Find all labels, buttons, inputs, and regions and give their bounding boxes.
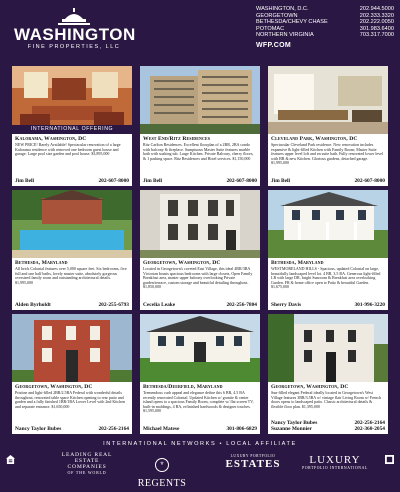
brand-subtitle: FINE PROPERTIES, LLC [27, 44, 121, 50]
listing-description: NEW PRICE! Rarely Available! Spectacular renovation of a large Kalorama residence with removed one bedroom guest house and garage. Large pool size garden and pool house. $3,895,000 [15, 142, 121, 157]
affiliate-name: ESTATES [225, 458, 281, 470]
agent-phone[interactable]: 301-996-3220 [354, 301, 385, 308]
office-directory [256, 6, 394, 50]
listing-title: Bethesda, Maryland [271, 260, 324, 266]
agent-phone[interactable]: 202-607-8000 [226, 177, 257, 184]
agent-name: Jim Bell [143, 177, 163, 184]
listing-agent [143, 178, 257, 184]
listing-photo[interactable] [268, 314, 388, 382]
agent-phone[interactable]: 202-256-2164 [98, 425, 129, 432]
agent-phone[interactable]: 202-607-8000 [98, 177, 129, 184]
agent-name: Cecelia Leake [143, 301, 176, 308]
regents-logo[interactable] [132, 456, 192, 492]
agent-phone[interactable]: 202-255-6793 [98, 301, 129, 308]
office-row [256, 19, 394, 26]
page-footer [0, 438, 400, 489]
listing-title: Georgetown, Washington, DC [271, 384, 349, 390]
listing-card[interactable] [140, 66, 260, 186]
office-name: POTOMAC [256, 25, 285, 32]
listing-photo[interactable] [12, 190, 132, 258]
affiliate-sub: OF THE WORLD [67, 470, 107, 475]
listing-agent [143, 426, 257, 432]
footer-tagline: INTERNATIONAL NETWORKS • LOCAL AFFILIATE [103, 441, 297, 447]
office-name: WASHINGTON, D.C. [256, 6, 309, 12]
brand-logo[interactable] [14, 8, 134, 56]
affiliate-logos [0, 452, 400, 489]
listing-description: Pristine and light-filled 2BR/2.5BA Federal with wonderful details throughout, renovated table space Kitchen opening to rear patio and garden and a fully finished 1BR/1BA Lower Level with 2nd Kitchen and separate entrance. $1,650,000 [15, 390, 125, 409]
affiliate-name: REGENTS [137, 477, 187, 489]
agent-name: Sherry Davis [271, 301, 302, 308]
affiliate-sub: LUXURY PORTFOLIO [230, 454, 276, 458]
listings-grid [12, 66, 388, 436]
listing-description: Sun-filled elegant Federal ideally located in Georgetown's West Village features 3BR/3.5BA w/ vintage flair Living Room w/ French doors opens to landscaped patio. Classic architectural details & flexible floor plan. $1,395,000 [271, 390, 381, 409]
agent-name: Nancy Taylor Bubes [15, 425, 62, 432]
listing-title: Georgetown, Washington, DC [15, 384, 93, 390]
listing-description: WESTMORELAND HILLS - Spacious, updated Colonial on large, beautifully landscaped level lot. 4 BR, 3.5 BA. Generous light-filled LR with large DR, bright Sunroom & Breakfast area overlooking Garden. FR & home office open to Patio & beautiful Garden. $1,675,000 [271, 266, 381, 290]
listing-photo[interactable] [12, 66, 132, 134]
listing-title: Cleveland Park, Washington, DC [271, 136, 358, 142]
listing-card[interactable] [140, 314, 260, 434]
listing-agent [15, 302, 129, 308]
listing-card[interactable] [12, 190, 132, 310]
agent-phone[interactable]: 202-360-2054 [354, 425, 385, 432]
office-row [256, 13, 394, 20]
listing-description: Located in Georgetown's coveted East Village, this ideal 4BR/3BA Victorian boasts spacious bedrooms with large closets, Open Family Breakfast area, master upper balcony overlooking Private garden/terrace, custom storage and beautiful detailing throughout. $1,850,000 [143, 266, 253, 290]
office-phone[interactable]: 202.944.5000 [359, 6, 394, 12]
listing-photo[interactable] [140, 190, 260, 258]
listing-description: Ritz Carlton Residences. Excellent floorplan of a 2BR, 2BA condo with balcony & fireplace. Sumptuous Master Suite features marble bath with soaking tub. Large Kitchen. Private Balcony, cherry floors, & 1 parking space. Ritz Residences and Hotel services. $1,150,000 [143, 142, 254, 161]
listing-title: Bethesda/Deerfield, Maryland [143, 384, 223, 390]
office-phone[interactable]: 703.317.7000 [359, 32, 394, 39]
listing-photo[interactable] [140, 66, 260, 134]
agent-name: Jim Bell [271, 177, 291, 184]
listing-photo[interactable] [268, 66, 388, 134]
listing-card[interactable] [140, 190, 260, 310]
brand-name: WASHINGTON [14, 25, 136, 44]
listing-agent [15, 426, 129, 432]
office-phone[interactable]: 301.983.6400 [359, 25, 394, 32]
listing-description: All brick Colonial features over 5,000 square feet. Six bedrooms, five full and one half baths, lovely master suite, absolutely gorgeous oversized family room and outstanding architectural details. $1,995,000 [15, 266, 127, 285]
office-name: BETHESDA/CHEVY CHASE [256, 19, 328, 26]
listing-card[interactable] [268, 66, 388, 186]
agent-phone[interactable]: 202-256-2164 [354, 419, 385, 426]
office-phone[interactable]: 202.333.3320 [359, 12, 394, 19]
leading-re-logo[interactable] [42, 452, 132, 475]
listing-description: Spectacular Cleveland Park residence. New renovation includes expansive & light-filled Kitchen with Family Room; Master Suite features upper level loft and en suite bath. Fully renovated lower level with BR & new Kitchen. Glorious gardens, detached garage. $1,995,000 [271, 142, 384, 166]
listing-description: Tremendous curb appeal and elegance define this 6 BR, 4.5 BA recently renovated Colonial. Updated Kitchen w/ granite & center island opens to a spacious Family Room, complete w/ flat screen TV, built-in moldings, 4 BA, refinished hardwoods & designer touches. $1,595,000 [143, 390, 254, 414]
luxury-portfolio-estates-logo[interactable] [218, 454, 288, 470]
listing-photo[interactable] [140, 314, 260, 382]
listing-photo[interactable] [12, 314, 132, 382]
listing-title: Kalorama, Washington, DC [15, 136, 87, 142]
agent-name: Suzanne Monnier [271, 425, 312, 432]
listing-agent [143, 302, 257, 308]
capitol-dome-icon [54, 8, 94, 26]
listing-card[interactable] [268, 190, 388, 310]
affiliate-name: LEADING REAL ESTATE COMPANIES [61, 452, 113, 470]
listing-agent [271, 302, 385, 308]
agent-name: Nancy Taylor Bubes [271, 419, 318, 426]
office-name: NORTHERN VIRGINIA [256, 32, 314, 39]
luxury-portfolio-logo[interactable] [300, 454, 370, 470]
listing-card[interactable] [12, 314, 132, 434]
listing-photo[interactable] [268, 190, 388, 258]
regents-emblem-icon: ⚜ [155, 458, 169, 472]
office-name: GEORGETOWN [256, 12, 298, 19]
page-header [0, 0, 400, 62]
listing-title: Bethesda, Maryland [15, 260, 68, 266]
agent-name: Alden Byrholdt [15, 301, 51, 308]
office-row [256, 32, 394, 39]
listing-agent [271, 420, 385, 432]
agent-name: Michael Matese [143, 425, 180, 432]
listing-agent [271, 178, 385, 184]
listing-agent [15, 178, 129, 184]
listing-card[interactable] [12, 66, 132, 186]
affiliate-sub: PORTFOLIO INTERNATIONAL [302, 466, 368, 470]
international-offering-badge: INTERNATIONAL OFFERING [12, 125, 132, 134]
affiliate-name: LUXURY [309, 454, 361, 466]
agent-phone[interactable]: 202-256-7804 [226, 301, 257, 308]
listing-title: West End/Ritz Residences [143, 136, 211, 142]
agent-name: Jim Bell [15, 177, 35, 184]
office-row [256, 6, 394, 13]
agent-phone[interactable]: 301-806-6829 [226, 425, 257, 432]
agent-phone[interactable]: 202-607-8000 [354, 177, 385, 184]
listing-title: Georgetown, Washington, DC [143, 260, 221, 266]
website-link[interactable]: WFP.COM [256, 41, 292, 49]
listing-card[interactable] [268, 314, 388, 434]
office-row [256, 26, 394, 33]
office-phone[interactable]: 202.222.0050 [359, 19, 394, 26]
